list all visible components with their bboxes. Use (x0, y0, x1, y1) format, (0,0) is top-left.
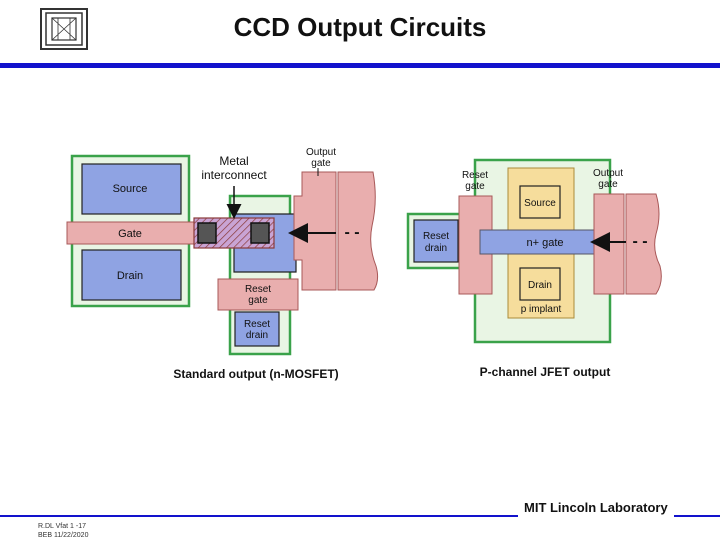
left-drain-label: Drain (116, 270, 144, 282)
left-reset-drain-label-2: drain (245, 330, 269, 341)
right-source-label: Source (524, 198, 556, 209)
left-output-gate-label-1: Output (305, 147, 337, 158)
left-output-gate-label-2: gate (311, 158, 331, 169)
right-caption: P-channel JFET output (479, 365, 611, 379)
left-caption: Standard output (n-MOSFET) (173, 367, 339, 381)
left-source-label: Source (112, 183, 148, 195)
footer-meta (38, 522, 88, 540)
metal-interconnect-label-2: interconnect (201, 168, 267, 182)
right-reset-gate-label-2: gate (465, 181, 485, 192)
contact-1 (198, 223, 216, 243)
right-output-gate-label-1: Output (592, 168, 624, 179)
left-charge-symbol: - - (344, 224, 360, 241)
contact-2 (251, 223, 269, 243)
n-gate-label: n+ gate (526, 237, 564, 249)
right-output-gate-label-2: gate (598, 179, 618, 190)
left-reset-gate-label-1: Reset (244, 284, 272, 295)
right-reset-drain-label-2: drain (424, 243, 448, 254)
left-diagram (67, 147, 378, 381)
page-title: CCD Output Circuits (233, 12, 487, 42)
p-implant-label: p implant (520, 304, 562, 315)
left-output-gate (294, 172, 336, 290)
footer-line-1: R.DL Vfat 1 -17 (38, 523, 86, 530)
footer-organization: MIT Lincoln Laboratory (518, 498, 674, 517)
footer-line-2: BEB 11/22/2020 (38, 532, 89, 539)
left-gate-label: Gate (118, 228, 142, 240)
metal-interconnect-label-1: Metal (219, 154, 249, 168)
right-drain-label: Drain (528, 280, 552, 291)
right-diagram (408, 160, 661, 379)
left-reset-drain-label-1: Reset (243, 319, 271, 330)
right-reset-drain-label-1: Reset (422, 231, 450, 242)
right-charge-symbol: - - (632, 233, 648, 250)
right-output-gate (594, 194, 624, 294)
left-reset-gate-label-2: gate (248, 295, 268, 306)
right-reset-gate-label-1: Reset (461, 170, 489, 181)
